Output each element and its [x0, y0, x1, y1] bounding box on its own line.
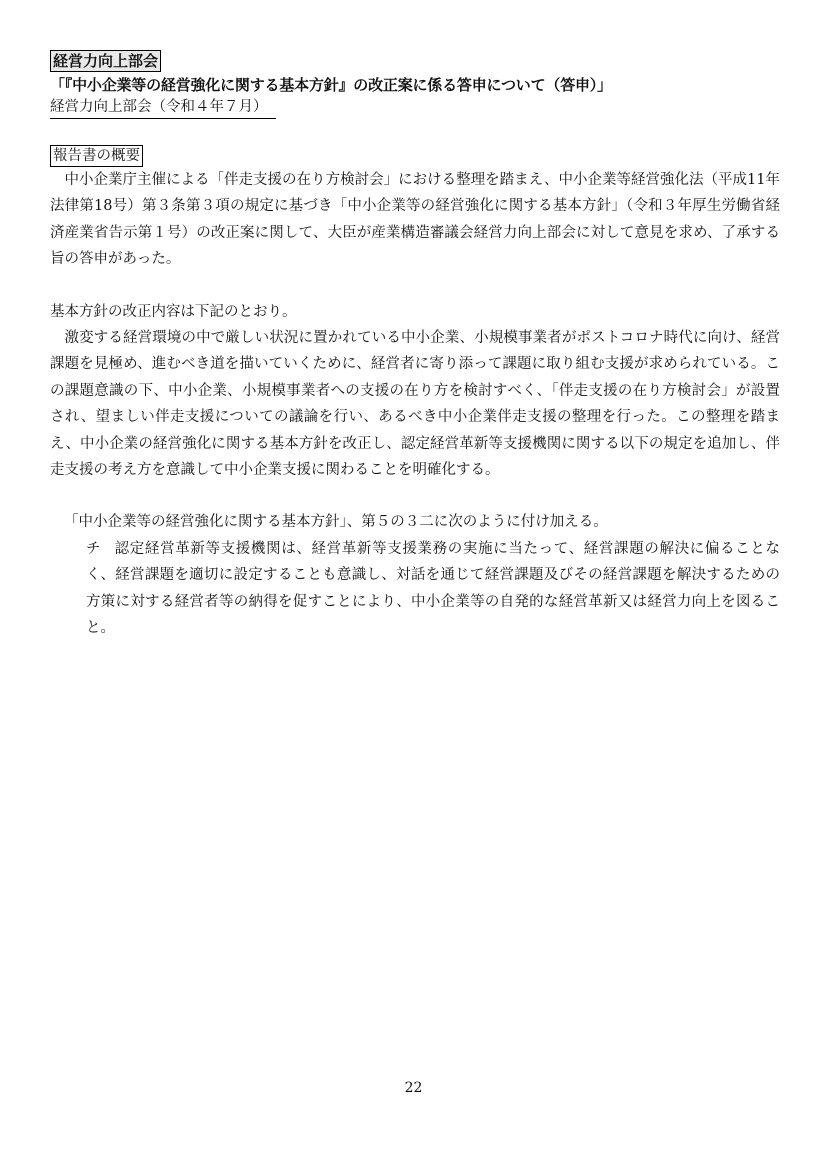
- summary-paragraph-1: 中小企業庁主催による「伴走支援の在り方検討会」における整理を踏まえ、中小企業等経営強化法（平成11年法律第18号）第３条第３項の規定に基づき「中小企業等の経営強化に関する基本方針」（令和３年厚生労働省経済産業省告示第１号）の改正案に関して、大臣が産業構造審議会経営力向上部会に対して意見を求め、了承する旨の答申があった。: [50, 172, 780, 268]
- summary-paragraph-2: 激変する経営環境の中で厳しい状況に置かれている中小企業、小規模事業者がポストコロナ時代に向け、経営課題を見極め、進むべき道を描いていくために、経営者に寄り添って課題に取り組む支援が求められている。この課題意識の下、中小企業、小規模事業者への支援の在り方を検討すべく、「伴走支援の在り方検討会」が設置され、望ましい伴走支援についての議論を行い、あるべき中小企業伴走支援の整理を行った。この整理を踏まえ、中小企業の経営強化に関する基本方針を改正し、認定経営革新等支援機関に関する以下の規定を追加し、伴走支援の考え方を意識して中小企業支援に関わることを明確化する。: [50, 330, 780, 479]
- amendment-intro: 「中小企業等の経営強化に関する基本方針」、第５の３二に次のように付け加える。: [64, 514, 608, 531]
- page-number: 22: [404, 1080, 423, 1096]
- summary-paragraph-2-lead: 基本方針の改正内容は下記のとおり。: [50, 303, 297, 320]
- document-subtitle: 経営力向上部会（令和４年７月）: [50, 96, 276, 119]
- document-title: 「『中小企業等の経営強化に関する基本方針』の改正案に係る答申について（答申）」: [50, 76, 612, 94]
- section-label: 経営力向上部会: [50, 50, 161, 72]
- spacer: [50, 483, 780, 509]
- summary-label: 報告書の概要: [50, 145, 143, 167]
- summary-label-wrapper: [50, 119, 780, 167]
- document-page: [50, 50, 780, 642]
- amendment-clause: [86, 536, 780, 642]
- clause-text: 認定経営革新等支援機関は、経営革新等支援業務の実施に当たって、経営課題の解決に偏ることなく、経営課題を適切に設定することも意識し、対話を通じて経営課題及びその経営課題を解決するための方策に対する経営者等の納得を促すことにより、中小企業等の自発的な経営革新又は経営力向上を図ること。: [86, 540, 780, 637]
- clause-mark: チ: [86, 540, 101, 557]
- spacer: [50, 273, 780, 299]
